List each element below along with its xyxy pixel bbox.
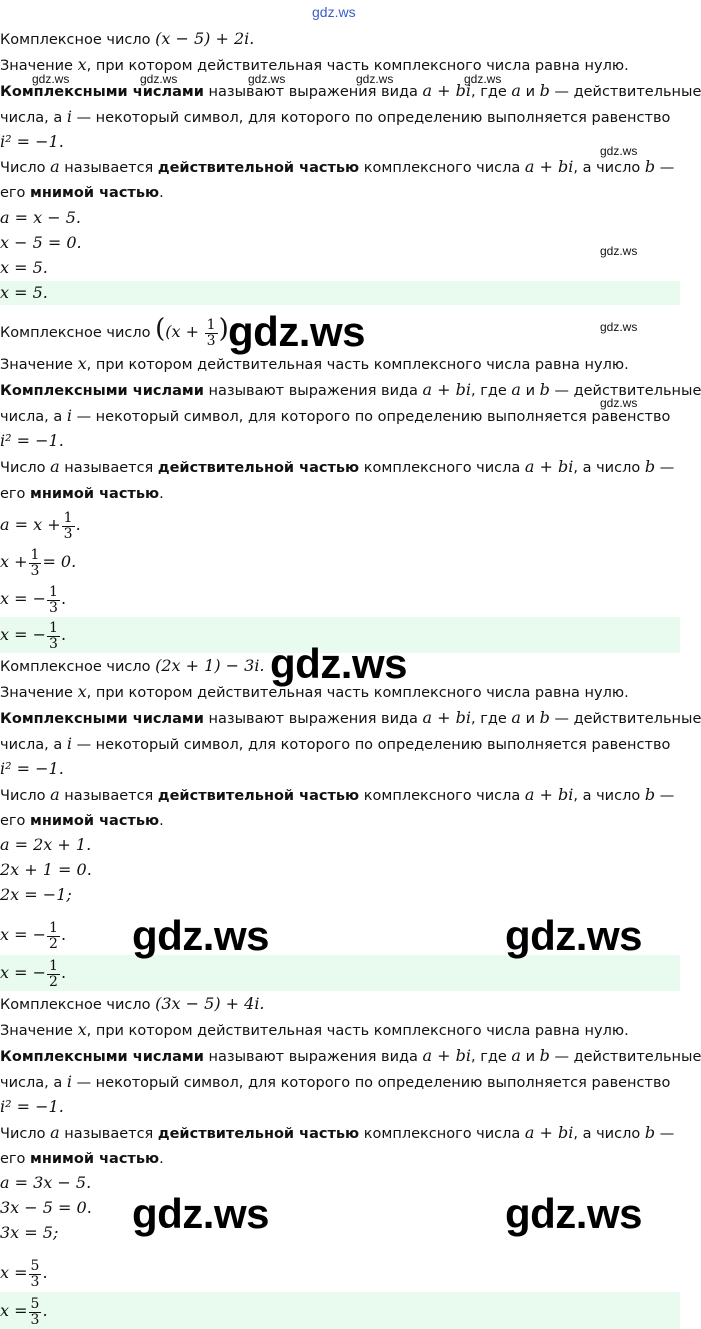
watermark-big: gdz.ws [505,912,643,959]
task-text: Значение x, при котором действительная часть комплексного числа равна нулю. [0,55,629,74]
definition-line: его мнимой частью. [0,185,164,201]
equation: i² = −1. [0,759,64,778]
problem-statement: Комплексное число (2x + 1) − 3i. [0,656,265,675]
solution-step: 3x = 5; [0,1223,59,1242]
definition-line: Число a называется действительной частью комплексного числа a + bi, а число b — [0,457,675,476]
solution-step: a = x − 5. [0,208,81,227]
definition-line: числа, а i — некоторый символ, для которого по определению выполняется равенство [0,1072,671,1091]
watermark-big: gdz.ws [270,640,408,687]
answer-highlight [0,281,680,305]
watermark-small: gdz.ws [248,72,286,86]
watermark-small: gdz.ws [464,72,502,86]
problem-statement: Комплексное число ((x + $\frac{1}{3}$ ) [0,314,229,349]
solution-step: x = 5. [0,258,48,277]
solution-step: a = 3x − 5. [0,1173,92,1192]
definition-line: Комплексными числами называют выражения вида a + bi, где a и b — действительные [0,1046,701,1065]
watermark-small: gdz.ws [32,72,70,86]
solution-step: x + $\frac{1}{3}$ = 0. [0,546,77,579]
definition-line: числа, а i — некоторый символ, для которого по определению выполняется равенство [0,406,671,425]
definition-line: его мнимой частью. [0,1151,164,1167]
task-text: Значение x, при котором действительная часть комплексного числа равна нулю. [0,354,629,373]
definition-line: Комплексными числами называют выражения вида a + bi, где a и b — действительные [0,380,701,399]
watermark-small: gdz.ws [356,72,394,86]
task-text: Значение x, при котором действительная часть комплексного числа равна нулю. [0,1020,629,1039]
definition-line: Число a называется действительной частью комплексного числа a + bi, а число b — [0,785,675,804]
answer: x = − $\frac{1}{2}$ . [0,957,67,990]
answer: x = − $\frac{1}{3}$ . [0,619,67,652]
watermark-big: gdz.ws [132,1190,270,1237]
answer-highlight [0,1292,680,1329]
watermark-small: gdz.ws [140,72,178,86]
task-text: Значение x, при котором действительная часть комплексного числа равна нулю. [0,682,629,701]
answer: x = $\frac{5}{3}$ . [0,1295,48,1328]
answer-highlight [0,955,680,991]
solution-step: a = x + $\frac{1}{3}$ . [0,509,81,542]
watermark-big: gdz.ws [132,912,270,959]
solution-step: 2x = −1; [0,885,72,904]
equation: i² = −1. [0,431,64,450]
watermark-big: gdz.ws [228,308,366,355]
definition-line: его мнимой частью. [0,486,164,502]
solution-step: x = $\frac{5}{3}$ . [0,1257,48,1290]
answer: x = 5. [0,283,48,302]
definition-line: числа, а i — некоторый символ, для которого по определению выполняется равенство [0,107,671,126]
solution-step: x − 5 = 0. [0,233,82,252]
definition-line: Число a называется действительной частью комплексного числа a + bi, а число b — [0,1123,675,1142]
solution-step: 3x − 5 = 0. [0,1198,92,1217]
definition-line: числа, а i — некоторый символ, для которого по определению выполняется равенство [0,734,671,753]
solution-step: 2x + 1 = 0. [0,860,92,879]
watermark-small: gdz.ws [600,244,638,258]
definition-line: его мнимой частью. [0,813,164,829]
equation: i² = −1. [0,132,64,151]
solution-step: a = 2x + 1. [0,835,92,854]
problem-statement: Комплексное число (x − 5) + 2i. [0,29,255,48]
watermark-small: gdz.ws [600,144,638,158]
definition-line: Комплексными числами называют выражения вида a + bi, где a и b — действительные [0,708,701,727]
watermark-top: gdz.ws [312,4,356,20]
solution-step: x = − $\frac{1}{3}$ . [0,583,67,616]
definition-line: Число a называется действительной частью комплексного числа a + bi, а число b — [0,157,675,176]
equation: i² = −1. [0,1097,64,1116]
problem-statement: Комплексное число (3x − 5) + 4i. [0,994,265,1013]
watermark-small: gdz.ws [600,396,638,410]
definition-line: Комплексными числами называют выражения вида a + bi, где a и b — действительные [0,81,701,100]
watermark-big: gdz.ws [505,1190,643,1237]
watermark-small: gdz.ws [600,320,638,334]
solution-step: x = − $\frac{1}{2}$ . [0,919,67,952]
